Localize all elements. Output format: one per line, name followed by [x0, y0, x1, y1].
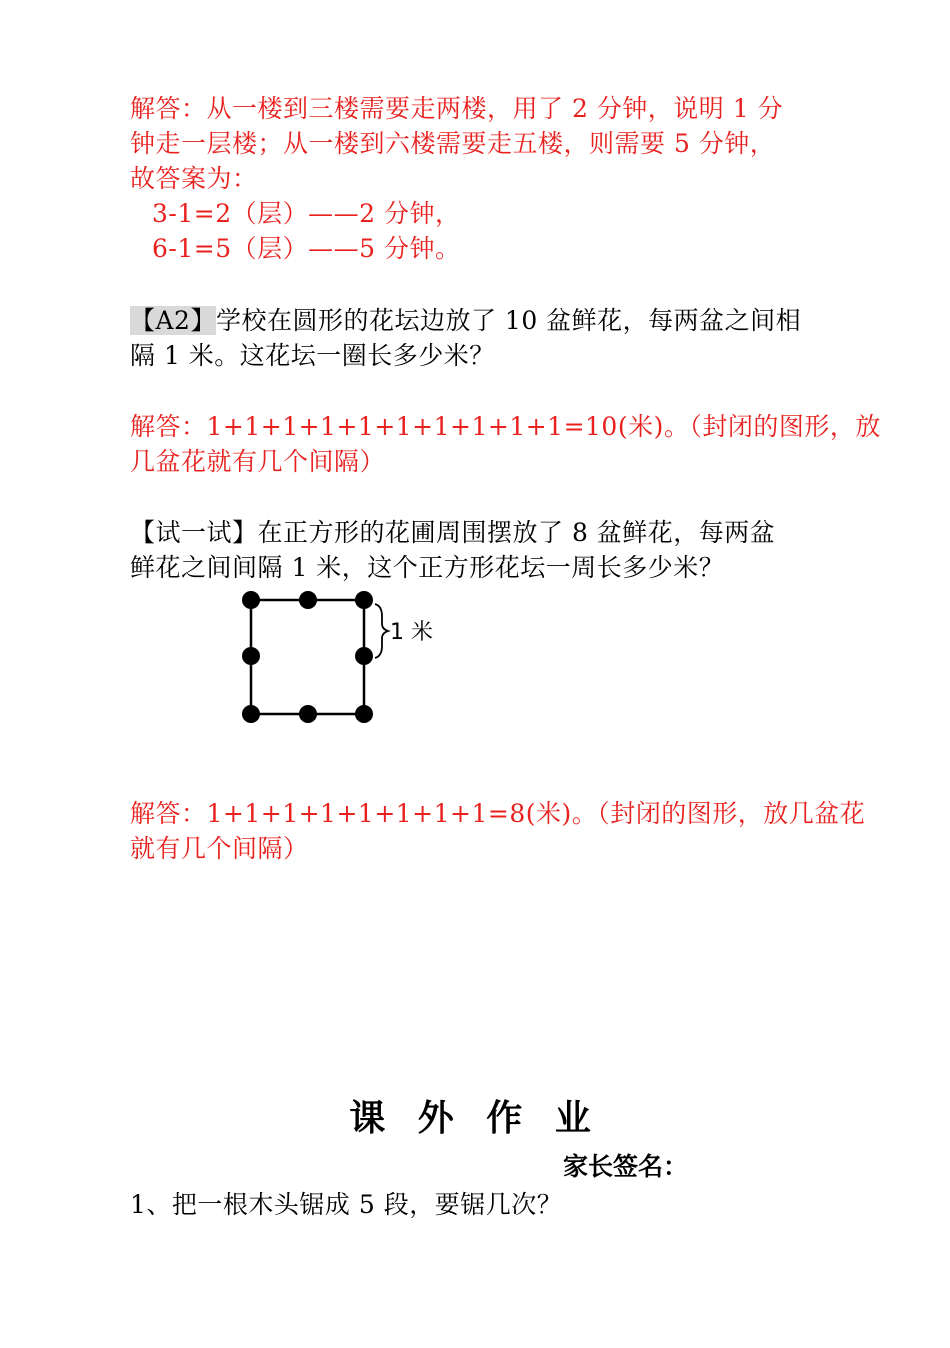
brace-icon: [375, 604, 388, 658]
parent-signature-label: 家长签名：: [563, 1152, 689, 1181]
flower-pot-dot: [355, 705, 373, 723]
answer1-line-3: 故答案为：: [130, 164, 258, 193]
answer2-line-2: 几盆花就有几个间隔）: [130, 447, 386, 476]
answer3-line-1: 解答：1+1+1+1+1+1+1+1=8(米)。（封闭的图形，放几盆花: [130, 799, 866, 828]
flower-pot-dot: [242, 705, 260, 723]
problem-a2-text: 学校在圆形的花坛边放了 10 盆鲜花，每两盆之间相: [215, 306, 802, 335]
square-flowerbed-diagram: [230, 586, 460, 736]
problem-a2-line-2: 隔 1 米。这花坛一圈长多少米？: [130, 341, 495, 370]
homework-question-1: 1、把一根木头锯成 5 段，要锯几次？: [130, 1190, 563, 1219]
problem-a2-tag: 【A2】: [130, 306, 216, 335]
flower-pot-dot: [355, 591, 373, 609]
flower-pot-dot: [355, 647, 373, 665]
try-it-line-2: 鲜花之间间隔 1 米，这个正方形花坛一周长多少米？: [130, 553, 725, 582]
problem-a2-line-1: [130, 304, 801, 338]
answer1-line-1: 解答：从一楼到三楼需要走两楼，用了 2 分钟，说明 1 分: [130, 94, 784, 123]
try-it-line-1: 【试一试】在正方形的花圃周围摆放了 8 盆鲜花，每两盆: [130, 518, 776, 547]
answer1-equation-1: 3-1=2（层）——2 分钟，: [152, 199, 461, 228]
answer1-equation-2: 6-1=5（层）——5 分钟。: [152, 234, 461, 263]
diagram-svg: [230, 586, 460, 736]
flower-pot-dot: [299, 705, 317, 723]
flower-pot-dot: [299, 591, 317, 609]
homework-title: 课 外 作 业: [349, 1098, 601, 1139]
one-meter-label: 1 米: [390, 620, 433, 645]
answer3-line-2: 就有几个间隔）: [130, 834, 309, 863]
answer2-line-1: 解答：1+1+1+1+1+1+1+1+1+1=10(米)。（封闭的图形，放: [130, 412, 881, 441]
flower-pot-dot: [242, 647, 260, 665]
answer1-line-2: 钟走一层楼；从一楼到六楼需要走五楼，则需要 5 分钟，: [130, 129, 776, 158]
flower-pot-dot: [242, 591, 260, 609]
